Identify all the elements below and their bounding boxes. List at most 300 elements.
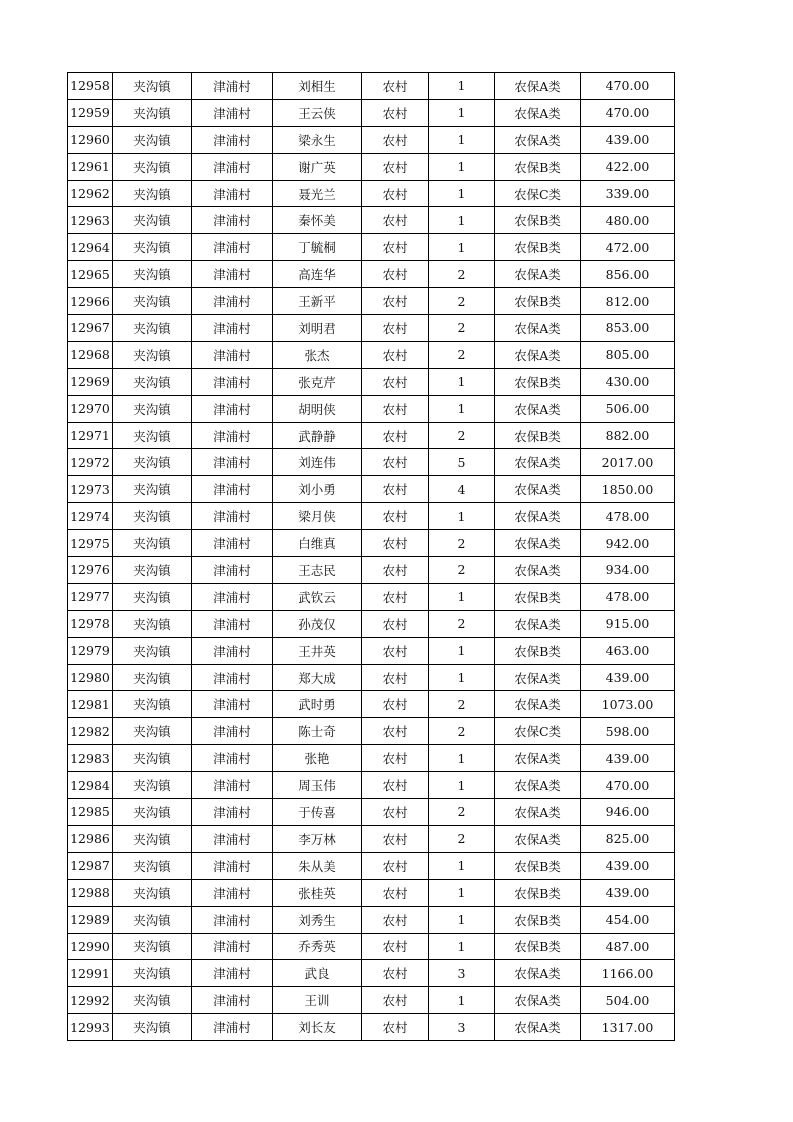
name-cell: 张克芹 — [273, 368, 362, 395]
amount-cell: 506.00 — [581, 395, 675, 422]
amount-cell: 472.00 — [581, 234, 675, 261]
insurance-category-cell: 农保A类 — [495, 825, 581, 852]
record-id-cell: 12965 — [68, 261, 113, 288]
amount-cell: 470.00 — [581, 99, 675, 126]
town-cell: 夹沟镇 — [113, 610, 192, 637]
area-type-cell: 农村 — [362, 449, 429, 476]
household-count-cell: 1 — [429, 180, 495, 207]
town-cell: 夹沟镇 — [113, 288, 192, 315]
insurance-category-cell: 农保A类 — [495, 960, 581, 987]
village-cell: 津浦村 — [192, 664, 273, 691]
household-count-cell: 2 — [429, 799, 495, 826]
town-cell: 夹沟镇 — [113, 530, 192, 557]
household-count-cell: 1 — [429, 583, 495, 610]
area-type-cell: 农村 — [362, 745, 429, 772]
insurance-category-cell: 农保A类 — [495, 987, 581, 1014]
village-cell: 津浦村 — [192, 691, 273, 718]
household-count-cell: 1 — [429, 153, 495, 180]
household-count-cell: 1 — [429, 207, 495, 234]
village-cell: 津浦村 — [192, 987, 273, 1014]
insurance-category-cell: 农保A类 — [495, 449, 581, 476]
village-cell: 津浦村 — [192, 933, 273, 960]
insurance-category-cell: 农保B类 — [495, 153, 581, 180]
village-cell: 津浦村 — [192, 449, 273, 476]
insurance-category-cell: 农保C类 — [495, 718, 581, 745]
household-count-cell: 1 — [429, 503, 495, 530]
record-id-cell: 12989 — [68, 906, 113, 933]
amount-cell: 2017.00 — [581, 449, 675, 476]
table-row — [68, 772, 675, 799]
insurance-category-cell: 农保A类 — [495, 315, 581, 342]
table-row — [68, 449, 675, 476]
village-cell: 津浦村 — [192, 234, 273, 261]
household-count-cell: 2 — [429, 557, 495, 584]
household-count-cell: 3 — [429, 1014, 495, 1041]
town-cell: 夹沟镇 — [113, 476, 192, 503]
record-id-cell: 12984 — [68, 772, 113, 799]
household-count-cell: 2 — [429, 530, 495, 557]
area-type-cell: 农村 — [362, 691, 429, 718]
amount-cell: 470.00 — [581, 73, 675, 100]
table-row — [68, 126, 675, 153]
record-id-cell: 12969 — [68, 368, 113, 395]
town-cell: 夹沟镇 — [113, 180, 192, 207]
village-cell: 津浦村 — [192, 126, 273, 153]
town-cell: 夹沟镇 — [113, 825, 192, 852]
village-cell: 津浦村 — [192, 422, 273, 449]
household-count-cell: 3 — [429, 960, 495, 987]
amount-cell: 439.00 — [581, 745, 675, 772]
name-cell: 梁月侠 — [273, 503, 362, 530]
amount-cell: 825.00 — [581, 825, 675, 852]
village-cell: 津浦村 — [192, 745, 273, 772]
town-cell: 夹沟镇 — [113, 126, 192, 153]
name-cell: 张艳 — [273, 745, 362, 772]
household-count-cell: 2 — [429, 288, 495, 315]
record-id-cell: 12959 — [68, 99, 113, 126]
record-id-cell: 12988 — [68, 879, 113, 906]
town-cell: 夹沟镇 — [113, 718, 192, 745]
table-row — [68, 637, 675, 664]
record-id-cell: 12963 — [68, 207, 113, 234]
village-cell: 津浦村 — [192, 906, 273, 933]
table-row — [68, 395, 675, 422]
record-id-cell: 12960 — [68, 126, 113, 153]
table-row — [68, 288, 675, 315]
insurance-category-cell: 农保A类 — [495, 99, 581, 126]
village-cell: 津浦村 — [192, 341, 273, 368]
household-count-cell: 1 — [429, 852, 495, 879]
record-id-cell: 12966 — [68, 288, 113, 315]
record-id-cell: 12974 — [68, 503, 113, 530]
area-type-cell: 农村 — [362, 557, 429, 584]
town-cell: 夹沟镇 — [113, 395, 192, 422]
town-cell: 夹沟镇 — [113, 637, 192, 664]
town-cell: 夹沟镇 — [113, 207, 192, 234]
area-type-cell: 农村 — [362, 1014, 429, 1041]
record-id-cell: 12980 — [68, 664, 113, 691]
table-row — [68, 933, 675, 960]
table-row — [68, 583, 675, 610]
village-cell: 津浦村 — [192, 772, 273, 799]
table-row — [68, 718, 675, 745]
area-type-cell: 农村 — [362, 341, 429, 368]
insurance-category-cell: 农保A类 — [495, 610, 581, 637]
amount-cell: 598.00 — [581, 718, 675, 745]
table-row — [68, 745, 675, 772]
amount-cell: 805.00 — [581, 341, 675, 368]
amount-cell: 504.00 — [581, 987, 675, 1014]
record-id-cell: 12972 — [68, 449, 113, 476]
name-cell: 朱从美 — [273, 852, 362, 879]
town-cell: 夹沟镇 — [113, 234, 192, 261]
town-cell: 夹沟镇 — [113, 906, 192, 933]
record-id-cell: 12961 — [68, 153, 113, 180]
name-cell: 李万林 — [273, 825, 362, 852]
amount-cell: 430.00 — [581, 368, 675, 395]
record-id-cell: 12982 — [68, 718, 113, 745]
insurance-category-cell: 农保B类 — [495, 234, 581, 261]
village-cell: 津浦村 — [192, 395, 273, 422]
area-type-cell: 农村 — [362, 315, 429, 342]
insurance-category-cell: 农保A类 — [495, 664, 581, 691]
town-cell: 夹沟镇 — [113, 745, 192, 772]
amount-cell: 454.00 — [581, 906, 675, 933]
record-id-cell: 12971 — [68, 422, 113, 449]
insurance-category-cell: 农保C类 — [495, 180, 581, 207]
household-count-cell: 1 — [429, 73, 495, 100]
table-row — [68, 315, 675, 342]
town-cell: 夹沟镇 — [113, 583, 192, 610]
household-count-cell: 5 — [429, 449, 495, 476]
area-type-cell: 农村 — [362, 207, 429, 234]
area-type-cell: 农村 — [362, 153, 429, 180]
table-row — [68, 906, 675, 933]
record-id-cell: 12968 — [68, 341, 113, 368]
area-type-cell: 农村 — [362, 852, 429, 879]
household-count-cell: 1 — [429, 395, 495, 422]
record-id-cell: 12985 — [68, 799, 113, 826]
table-row — [68, 879, 675, 906]
area-type-cell: 农村 — [362, 933, 429, 960]
record-id-cell: 12978 — [68, 610, 113, 637]
amount-cell: 882.00 — [581, 422, 675, 449]
household-count-cell: 1 — [429, 368, 495, 395]
table-row — [68, 799, 675, 826]
area-type-cell: 农村 — [362, 261, 429, 288]
household-count-cell: 2 — [429, 315, 495, 342]
insurance-category-cell: 农保B类 — [495, 906, 581, 933]
record-id-cell: 12977 — [68, 583, 113, 610]
table-row — [68, 422, 675, 449]
table-row — [68, 99, 675, 126]
table-row — [68, 261, 675, 288]
town-cell: 夹沟镇 — [113, 315, 192, 342]
record-id-cell: 12970 — [68, 395, 113, 422]
area-type-cell: 农村 — [362, 825, 429, 852]
insurance-category-cell: 农保B类 — [495, 933, 581, 960]
household-count-cell: 1 — [429, 745, 495, 772]
insurance-category-cell: 农保A类 — [495, 126, 581, 153]
village-cell: 津浦村 — [192, 180, 273, 207]
town-cell: 夹沟镇 — [113, 73, 192, 100]
record-id-cell: 12958 — [68, 73, 113, 100]
table-row — [68, 557, 675, 584]
town-cell: 夹沟镇 — [113, 368, 192, 395]
name-cell: 武良 — [273, 960, 362, 987]
amount-cell: 942.00 — [581, 530, 675, 557]
amount-cell: 470.00 — [581, 772, 675, 799]
name-cell: 周玉伟 — [273, 772, 362, 799]
record-id-cell: 12987 — [68, 852, 113, 879]
record-id-cell: 12964 — [68, 234, 113, 261]
village-cell: 津浦村 — [192, 73, 273, 100]
table-row — [68, 960, 675, 987]
name-cell: 谢广英 — [273, 153, 362, 180]
area-type-cell: 农村 — [362, 530, 429, 557]
table-row — [68, 207, 675, 234]
area-type-cell: 农村 — [362, 288, 429, 315]
household-count-cell: 1 — [429, 987, 495, 1014]
insurance-category-cell: 农保B类 — [495, 288, 581, 315]
insurance-category-cell: 农保A类 — [495, 745, 581, 772]
record-id-cell: 12993 — [68, 1014, 113, 1041]
insurance-category-cell: 农保A类 — [495, 73, 581, 100]
village-cell: 津浦村 — [192, 99, 273, 126]
amount-cell: 946.00 — [581, 799, 675, 826]
town-cell: 夹沟镇 — [113, 422, 192, 449]
amount-cell: 1850.00 — [581, 476, 675, 503]
amount-cell: 934.00 — [581, 557, 675, 584]
town-cell: 夹沟镇 — [113, 503, 192, 530]
area-type-cell: 农村 — [362, 987, 429, 1014]
town-cell: 夹沟镇 — [113, 960, 192, 987]
household-count-cell: 2 — [429, 718, 495, 745]
record-id-cell: 12981 — [68, 691, 113, 718]
table-row — [68, 234, 675, 261]
table-row — [68, 73, 675, 100]
village-cell: 津浦村 — [192, 718, 273, 745]
name-cell: 白维真 — [273, 530, 362, 557]
insurance-category-cell: 农保A类 — [495, 476, 581, 503]
household-count-cell: 4 — [429, 476, 495, 503]
village-cell: 津浦村 — [192, 610, 273, 637]
area-type-cell: 农村 — [362, 610, 429, 637]
village-cell: 津浦村 — [192, 799, 273, 826]
town-cell: 夹沟镇 — [113, 879, 192, 906]
village-cell: 津浦村 — [192, 315, 273, 342]
town-cell: 夹沟镇 — [113, 799, 192, 826]
area-type-cell: 农村 — [362, 422, 429, 449]
village-cell: 津浦村 — [192, 530, 273, 557]
name-cell: 丁毓桐 — [273, 234, 362, 261]
insurance-category-cell: 农保B类 — [495, 879, 581, 906]
name-cell: 高连华 — [273, 261, 362, 288]
name-cell: 王新平 — [273, 288, 362, 315]
insurance-category-cell: 农保A类 — [495, 691, 581, 718]
name-cell: 聂光兰 — [273, 180, 362, 207]
name-cell: 王云侠 — [273, 99, 362, 126]
insurance-category-cell: 农保B类 — [495, 583, 581, 610]
record-id-cell: 12990 — [68, 933, 113, 960]
amount-cell: 487.00 — [581, 933, 675, 960]
village-cell: 津浦村 — [192, 583, 273, 610]
village-cell: 津浦村 — [192, 879, 273, 906]
household-count-cell: 2 — [429, 261, 495, 288]
village-cell: 津浦村 — [192, 503, 273, 530]
name-cell: 刘相生 — [273, 73, 362, 100]
household-count-cell: 1 — [429, 879, 495, 906]
town-cell: 夹沟镇 — [113, 261, 192, 288]
insurance-category-cell: 农保A类 — [495, 503, 581, 530]
record-id-cell: 12986 — [68, 825, 113, 852]
area-type-cell: 农村 — [362, 368, 429, 395]
area-type-cell: 农村 — [362, 99, 429, 126]
area-type-cell: 农村 — [362, 664, 429, 691]
record-id-cell: 12983 — [68, 745, 113, 772]
table-row — [68, 153, 675, 180]
area-type-cell: 农村 — [362, 503, 429, 530]
insurance-category-cell: 农保B类 — [495, 422, 581, 449]
area-type-cell: 农村 — [362, 234, 429, 261]
insurance-category-cell: 农保A类 — [495, 261, 581, 288]
name-cell: 孙茂仅 — [273, 610, 362, 637]
amount-cell: 480.00 — [581, 207, 675, 234]
household-count-cell: 1 — [429, 126, 495, 153]
table-row — [68, 476, 675, 503]
area-type-cell: 农村 — [362, 879, 429, 906]
town-cell: 夹沟镇 — [113, 99, 192, 126]
amount-cell: 1317.00 — [581, 1014, 675, 1041]
name-cell: 秦怀美 — [273, 207, 362, 234]
name-cell: 刘秀生 — [273, 906, 362, 933]
table-row — [68, 825, 675, 852]
insurance-category-cell: 农保B类 — [495, 368, 581, 395]
record-id-cell: 12979 — [68, 637, 113, 664]
household-count-cell: 1 — [429, 933, 495, 960]
name-cell: 刘连伟 — [273, 449, 362, 476]
name-cell: 王井英 — [273, 637, 362, 664]
name-cell: 梁永生 — [273, 126, 362, 153]
village-cell: 津浦村 — [192, 288, 273, 315]
village-cell: 津浦村 — [192, 368, 273, 395]
village-cell: 津浦村 — [192, 557, 273, 584]
area-type-cell: 农村 — [362, 73, 429, 100]
table-row — [68, 852, 675, 879]
household-count-cell: 1 — [429, 99, 495, 126]
name-cell: 于传喜 — [273, 799, 362, 826]
amount-cell: 439.00 — [581, 879, 675, 906]
insurance-category-cell: 农保A类 — [495, 772, 581, 799]
name-cell: 郑大成 — [273, 664, 362, 691]
area-type-cell: 农村 — [362, 637, 429, 664]
insurance-category-cell: 农保A类 — [495, 1014, 581, 1041]
amount-cell: 478.00 — [581, 503, 675, 530]
name-cell: 武钦云 — [273, 583, 362, 610]
table-body — [68, 73, 675, 1041]
name-cell: 张杰 — [273, 341, 362, 368]
village-cell: 津浦村 — [192, 637, 273, 664]
data-table — [67, 72, 675, 1041]
record-id-cell: 12962 — [68, 180, 113, 207]
table-row — [68, 610, 675, 637]
insurance-category-cell: 农保B类 — [495, 207, 581, 234]
amount-cell: 1166.00 — [581, 960, 675, 987]
village-cell: 津浦村 — [192, 852, 273, 879]
household-count-cell: 1 — [429, 906, 495, 933]
area-type-cell: 农村 — [362, 395, 429, 422]
town-cell: 夹沟镇 — [113, 449, 192, 476]
record-id-cell: 12975 — [68, 530, 113, 557]
amount-cell: 915.00 — [581, 610, 675, 637]
town-cell: 夹沟镇 — [113, 691, 192, 718]
household-count-cell: 2 — [429, 422, 495, 449]
area-type-cell: 农村 — [362, 583, 429, 610]
name-cell: 刘长友 — [273, 1014, 362, 1041]
table-row — [68, 530, 675, 557]
name-cell: 刘小勇 — [273, 476, 362, 503]
town-cell: 夹沟镇 — [113, 933, 192, 960]
area-type-cell: 农村 — [362, 772, 429, 799]
insurance-category-cell: 农保A类 — [495, 799, 581, 826]
town-cell: 夹沟镇 — [113, 153, 192, 180]
name-cell: 刘明君 — [273, 315, 362, 342]
amount-cell: 439.00 — [581, 852, 675, 879]
town-cell: 夹沟镇 — [113, 772, 192, 799]
insurance-category-cell: 农保A类 — [495, 341, 581, 368]
town-cell: 夹沟镇 — [113, 664, 192, 691]
area-type-cell: 农村 — [362, 960, 429, 987]
amount-cell: 463.00 — [581, 637, 675, 664]
record-id-cell: 12991 — [68, 960, 113, 987]
insurance-category-cell: 农保A类 — [495, 395, 581, 422]
town-cell: 夹沟镇 — [113, 557, 192, 584]
household-count-cell: 2 — [429, 825, 495, 852]
household-count-cell: 1 — [429, 664, 495, 691]
table-row — [68, 987, 675, 1014]
record-id-cell: 12973 — [68, 476, 113, 503]
amount-cell: 853.00 — [581, 315, 675, 342]
town-cell: 夹沟镇 — [113, 987, 192, 1014]
amount-cell: 339.00 — [581, 180, 675, 207]
amount-cell: 812.00 — [581, 288, 675, 315]
record-id-cell: 12967 — [68, 315, 113, 342]
household-count-cell: 2 — [429, 610, 495, 637]
area-type-cell: 农村 — [362, 180, 429, 207]
household-count-cell: 1 — [429, 234, 495, 261]
amount-cell: 422.00 — [581, 153, 675, 180]
insurance-category-cell: 农保B类 — [495, 637, 581, 664]
household-count-cell: 1 — [429, 772, 495, 799]
name-cell: 陈士奇 — [273, 718, 362, 745]
town-cell: 夹沟镇 — [113, 341, 192, 368]
insurance-category-cell: 农保A类 — [495, 557, 581, 584]
area-type-cell: 农村 — [362, 906, 429, 933]
village-cell: 津浦村 — [192, 1014, 273, 1041]
insurance-category-cell: 农保A类 — [495, 530, 581, 557]
village-cell: 津浦村 — [192, 261, 273, 288]
table-row — [68, 1014, 675, 1041]
amount-cell: 439.00 — [581, 126, 675, 153]
village-cell: 津浦村 — [192, 825, 273, 852]
area-type-cell: 农村 — [362, 476, 429, 503]
insurance-category-cell: 农保B类 — [495, 852, 581, 879]
record-id-cell: 12992 — [68, 987, 113, 1014]
town-cell: 夹沟镇 — [113, 1014, 192, 1041]
household-count-cell: 1 — [429, 637, 495, 664]
amount-cell: 478.00 — [581, 583, 675, 610]
household-count-cell: 2 — [429, 691, 495, 718]
